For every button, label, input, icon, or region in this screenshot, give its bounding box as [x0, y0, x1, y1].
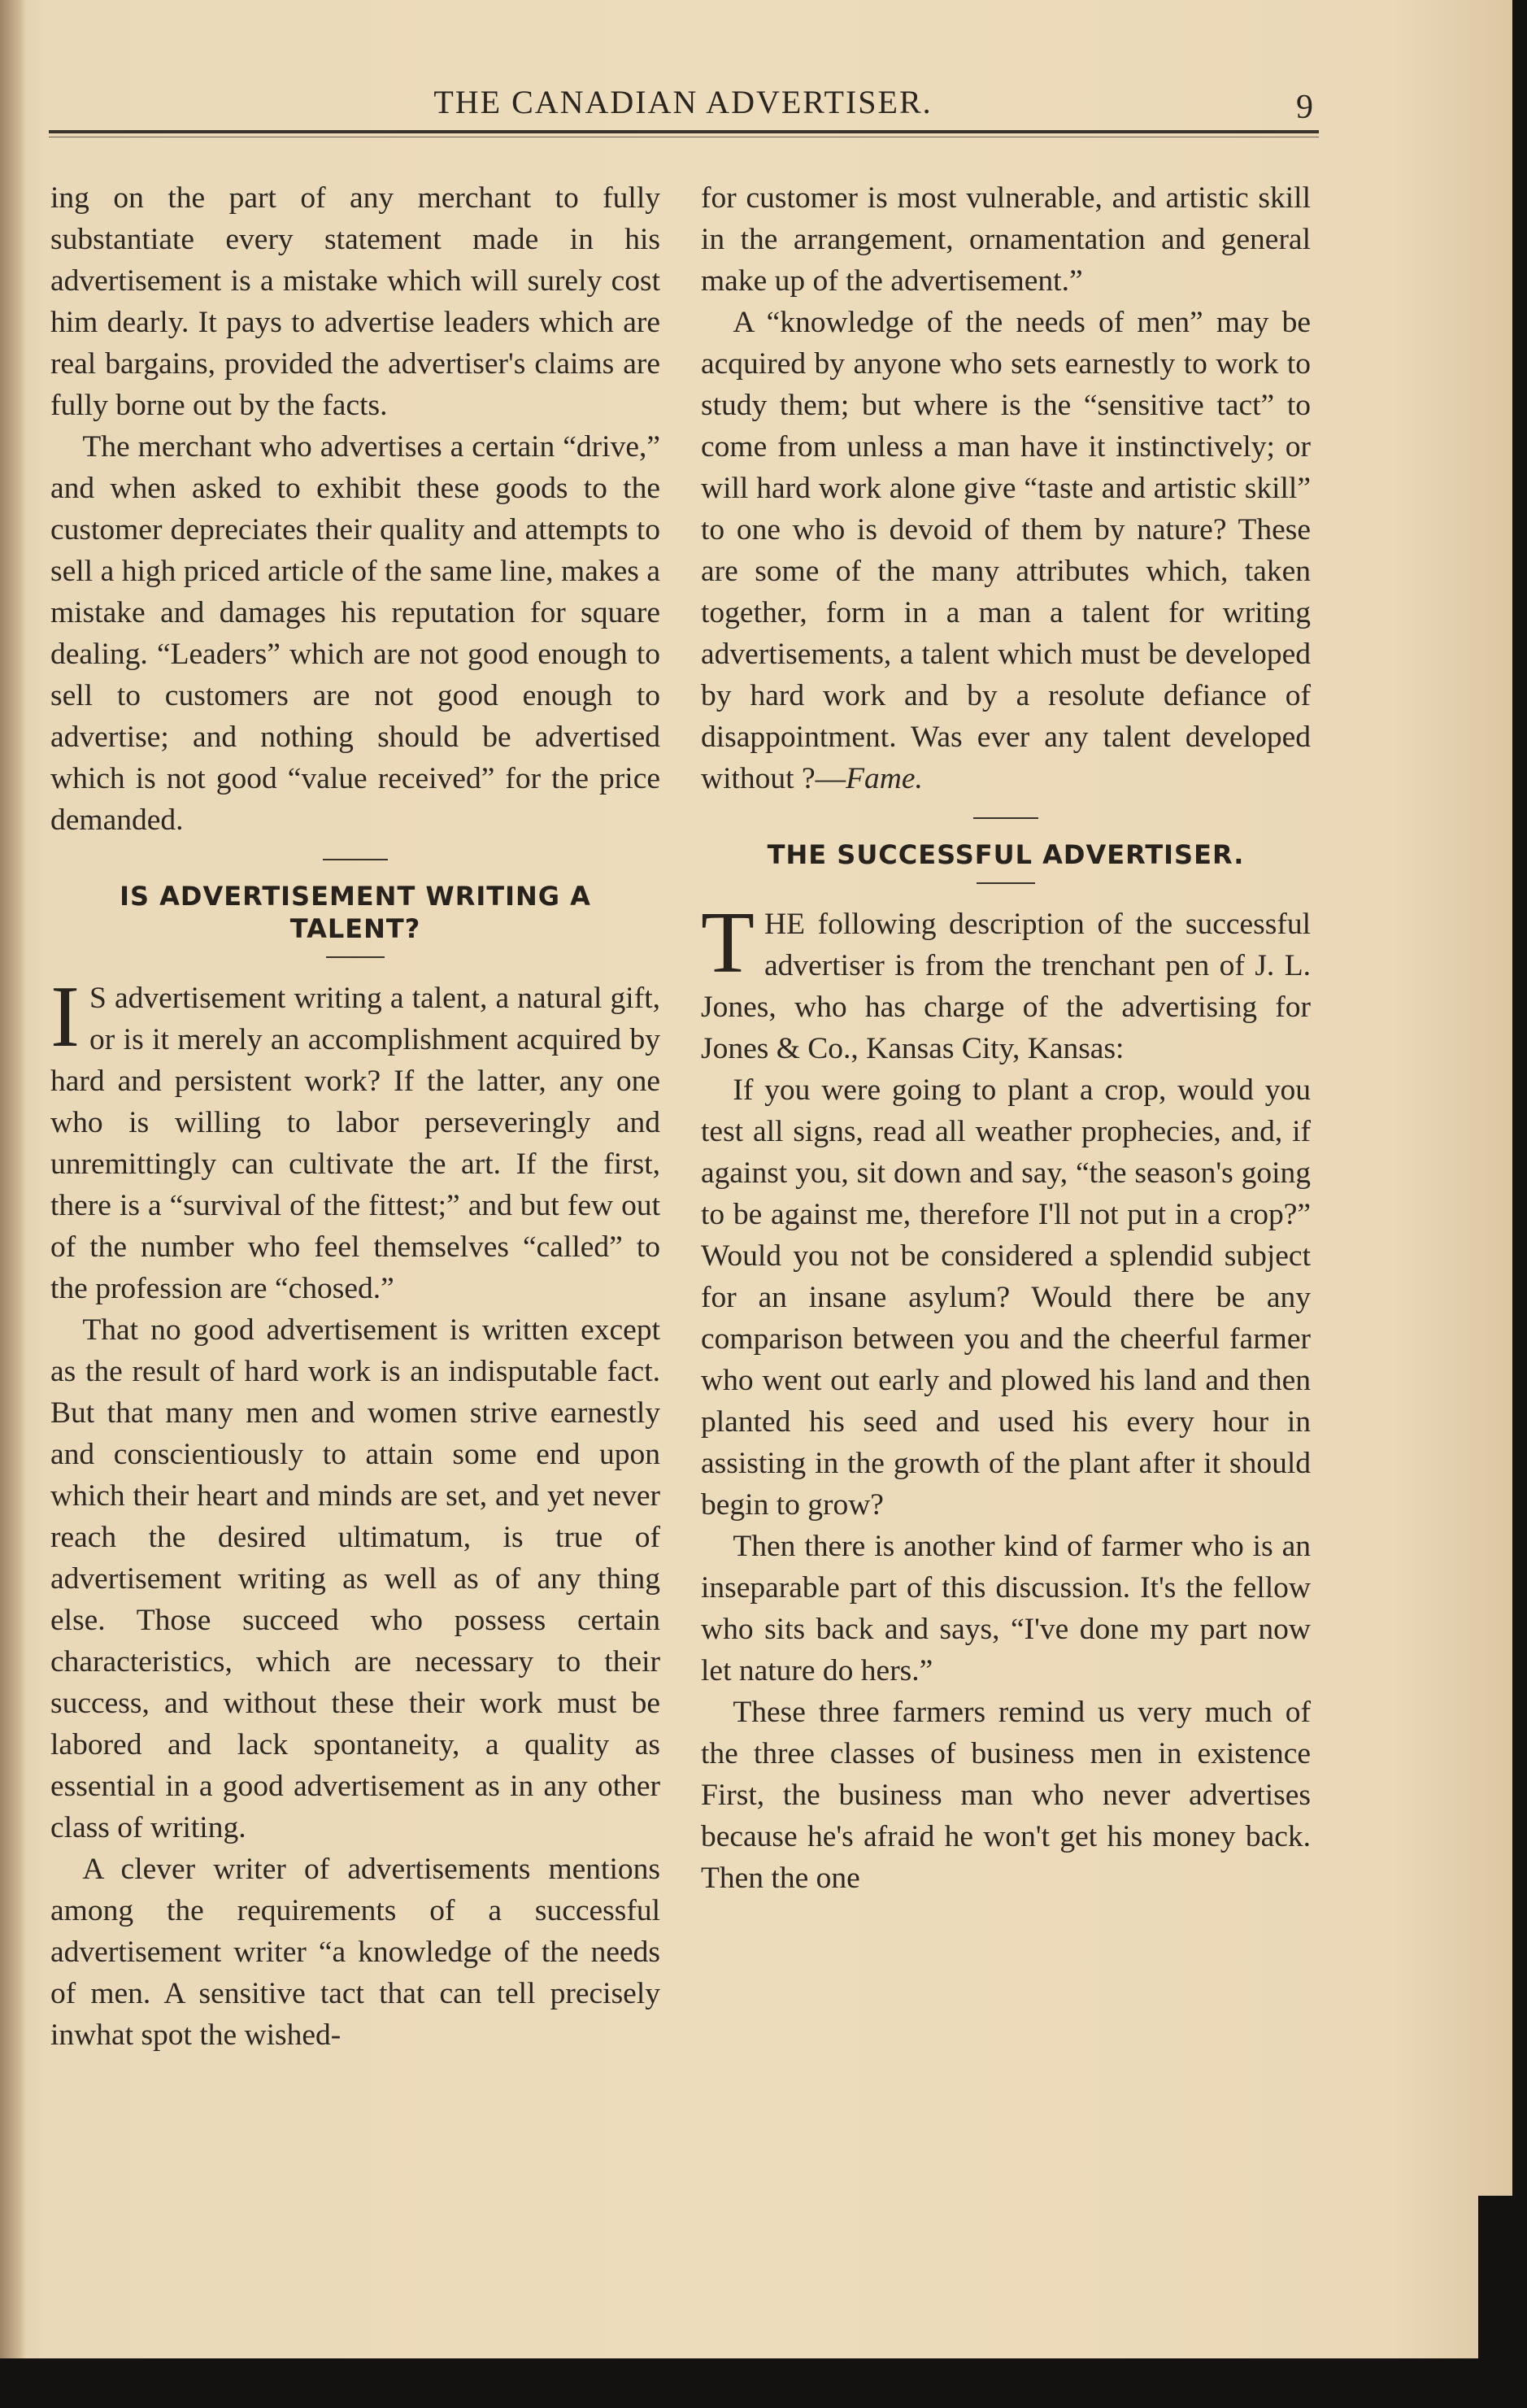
right-paragraph-2	[701, 302, 1311, 799]
right-paragraph-1: for customer is most vulnerable, and artistic skill in the arrangement, ornamentation and general make up of the advertisement.”	[701, 181, 1311, 298]
header-rule	[49, 130, 1319, 133]
right-column	[701, 177, 1311, 1899]
left-paragraph-5: A clever writer of advertisements mentions among the requirements of a successful advertisement writer “a knowledge of the needs of men. A sensitive tact that can tell precisely inwhat spot the wished-	[50, 1853, 660, 2052]
left-paragraph-3	[50, 969, 660, 1309]
right-paragraph-2-text: A “knowledge of the needs of men” may be acquired by anyone who sets earnestly to work to study them; but where is the “sensitive tact” to come from unless a man have it instinctively; or will hard work alone give “taste and artistic skill” to one who is devoid of them by nature? These are some of the many attributes which, taken together, form in a man a talent for writing advertisements, a talent which must be developed by hard work and by a resolute defiance of disappointment. Was ever any talent developed without ?—	[701, 306, 1311, 795]
left-paragraph-1: ing on the part of any merchant to fully substantiate every statement made in his advertisement is a mistake which will surely cost him dearly. It pays to advertise leaders which are real bargains, provided the advertiser's claims are fully borne out by the facts.	[50, 181, 660, 422]
right-paragraph-4: If you were going to plant a crop, would you test all signs, read all weather prophecies, and, if against you, sit down and say, “the season's going to be against me, therefore I'll not put in a crop?” Would you not be considered a splendid subject for an insane asylum? Would there be any comparison between you and the cheerful farmer who went out early and plowed his land and then planted his seed and used his every hour in assisting in the growth of the plant after it should begin to grow?	[701, 1073, 1311, 1522]
left-paragraph-4: That no good advertisement is written except as the result of hard work is an indisputable fact. But that many men and women strive earnestly and conscientiously to attain some end upon which their heart and minds are set, and yet never reach the desired ultimatum, is true of advertisement writing as well as of any thing else. Those succeed who possess certain characteristics, which are necessary to their success, and without these their work must be labored and lack spontaneity, a quality as essential in a good advertisement as in any other class of writing.	[50, 1313, 660, 1844]
article-heading-successful-advertiser: THE SUCCESSFUL ADVERTISER.	[767, 839, 1245, 870]
drop-cap-t: T	[701, 895, 755, 991]
heading-divider	[326, 956, 385, 958]
left-paragraph-2: The merchant who advertises a certain “drive,” and when asked to exhibit these goods to the customer depreciates their quality and attempts to sell a high priced article of the same line, makes a mistake and damages his reputation for square dealing. “Leaders” which are not good enough to sell to customers are not good enough to advertise; and nothing should be advertised which is not good “value received” for the price demanded.	[50, 430, 660, 837]
drop-cap-i: I	[50, 969, 80, 1065]
page-spine-shadow	[0, 0, 26, 2358]
source-credit-fame: Fame.	[846, 762, 923, 795]
page-edge-shadow	[1478, 2196, 1527, 2408]
right-paragraph-3-text: HE following description of the successful advertiser is from the trenchant pen of J. L. Jones, who has charge of the advertising for Jones & Co., Kansas City, Kansas:	[701, 908, 1311, 1065]
right-paragraph-5: Then there is another kind of farmer who is an inseparable part of this discussion. It's the fellow who sits back and says, “I've done my part now let nature do hers.”	[701, 1530, 1311, 1687]
running-head-title: THE CANADIAN ADVERTISER.	[433, 84, 933, 120]
left-column	[50, 177, 660, 2056]
left-paragraph-3-text: S advertisement writing a talent, a natural gift, or is it merely an accomplishment acquired by hard and persistent work? If the latter, any one who is willing to labor perseveringly and unremittingly can cultivate the art. If the first, there is a “survival of the fittest;” and but few out of the number who feel themselves “called” to the profession are “chosed.”	[50, 982, 660, 1305]
right-paragraph-3	[701, 895, 1311, 1069]
right-paragraph-6: These three farmers remind us very much of the three classes of business men in existence First, the business man who never advertises because he's afraid he won't get his money back. Then the one	[701, 1696, 1311, 1895]
page-number: 9	[1296, 89, 1313, 126]
article-heading-talent: IS ADVERTISEMENT WRITING A TALENT?	[120, 881, 591, 944]
heading-divider	[977, 882, 1035, 884]
section-divider	[973, 817, 1038, 819]
section-divider	[323, 859, 388, 860]
